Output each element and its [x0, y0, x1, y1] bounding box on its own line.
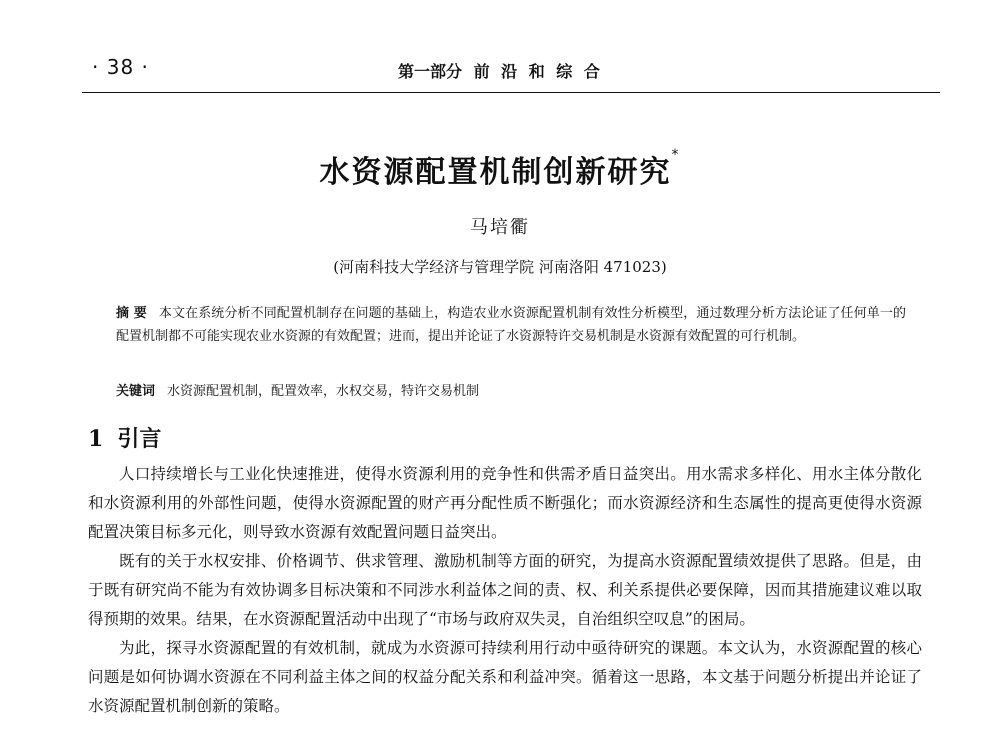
keywords-text: 水资源配置机制，配置效率，水权交易，特许交易机制	[167, 384, 480, 399]
abstract-text: 本文在系统分析不同配置机制存在问题的基础上，构造农业水资源配置机制有效性分析模型，通过数理分析方法论证了任何单一的配置机制都不可能实现农业水资源的有效配置；进而，提出并论证了水资源特许交易机制是水资源有效配置的可行机制。	[116, 306, 906, 344]
body-paragraph: 为此，探寻水资源配置的有效机制，就成为水资源可持续利用行动中亟待研究的课题。本文认为，水资源配置的核心问题是如何协调水资源在不同利益主体之间的权益分配关系和利益冲突。循着这一思路，本文基于问题分析提出并论证了水资源配置机制创新的策略。	[88, 639, 922, 715]
keywords-label: 关键词	[116, 384, 156, 399]
section-heading	[88, 422, 161, 453]
section-number: 1	[88, 426, 104, 452]
abstract	[116, 302, 906, 348]
author-affiliation: (河南科技大学经济与管理学院 河南洛阳 471023)	[333, 258, 667, 276]
title-text: 水资源配置机制创新研究	[319, 155, 672, 190]
header-rule	[82, 92, 940, 93]
keywords	[116, 380, 906, 403]
body-paragraph: 人口持续增长与工业化快速推进，使得水资源利用的竞争性和供需矛盾日益突出。用水需求多样化、用水主体分散化和水资源利用的外部性问题，使得水资源配置的财产再分配性质不断强化；而水资源经济和生态属性的提高更使得水资源配置决策目标多元化，则导致水资源有效配置问题日益突出。	[88, 465, 922, 541]
section-title: 引言	[117, 426, 162, 452]
article-title	[0, 147, 1000, 191]
title-footnote-mark: *	[671, 147, 681, 163]
body-paragraph: 既有的关于水权安排、价格调节、供求管理、激励机制等方面的研究，为提高水资源配置绩效提供了思路。但是，由于既有研究尚不能为有效协调多目标决策和不同涉水利益体之间的责、权、利关系提供必要保障，因而其措施建议难以取得预期的效果。结果，在水资源配置活动中出现了“市场与政府双失灵，自治组织空叹息”的困局。	[88, 552, 922, 628]
page-number: · 38 ·	[92, 55, 149, 79]
abstract-label: 摘 要	[116, 306, 147, 321]
author-name: 马培衢	[470, 217, 530, 238]
section-body	[88, 460, 922, 721]
running-head: 第一部分 前 沿 和 综 合	[398, 62, 600, 81]
